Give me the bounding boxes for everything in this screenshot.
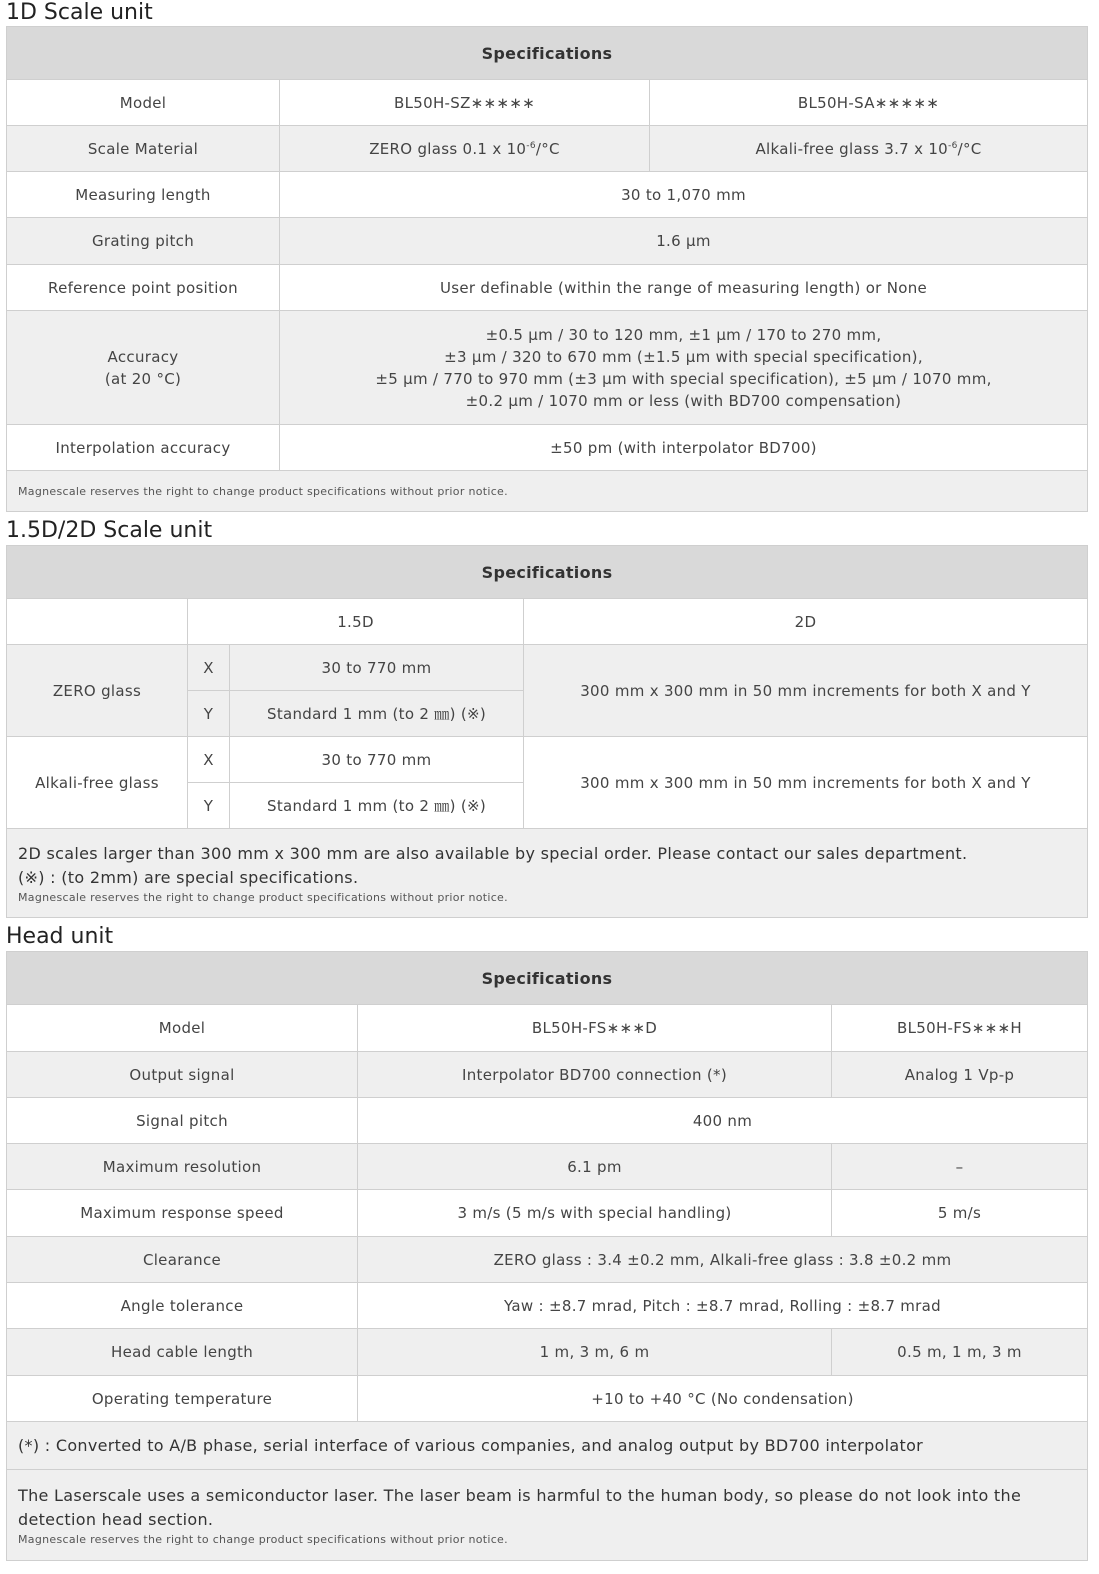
cable-h-value: 0.5 m, 1 m, 3 m [832, 1329, 1088, 1376]
corner-cell [7, 599, 188, 645]
table-row [7, 1283, 1088, 1329]
model-sz-value: BL50H-SZ∗∗∗∗∗ [280, 80, 650, 126]
cable-d-value: 1 m, 3 m, 6 m [358, 1329, 832, 1376]
row-label-max-response-speed: Maximum response speed [7, 1190, 358, 1237]
alkali-glass-2d-value: 300 mm x 300 mm in 50 mm increments for both X and Y [524, 737, 1088, 829]
signal-pitch-value: 400 nm [358, 1098, 1088, 1144]
row-label-model: Model [7, 1005, 358, 1052]
specifications-header: Specifications [7, 546, 1088, 599]
table-row [7, 1237, 1088, 1283]
material-sz-value: ZERO glass 0.1 x $10^{-6}/^\circ C$ [280, 126, 650, 172]
row-label-zero-glass: ZERO glass [7, 645, 188, 737]
table-row [7, 1052, 1088, 1098]
footnote-row [7, 1422, 1088, 1470]
section-title-2d: 1.5D/2D Scale unit [6, 518, 213, 543]
resolution-h-value: – [832, 1144, 1088, 1190]
column-header-1-5d: 1.5D [188, 599, 524, 645]
spec-table-head [6, 951, 1088, 1561]
angle-tolerance-value: Yaw : ±8.7 mrad, Pitch : ±8.7 mrad, Rolling : ±8.7 mrad [358, 1283, 1088, 1329]
special-order-note: 2D scales larger than 300 mm x 300 mm are also available by special order. Please contact our sales department. [18, 843, 968, 863]
row-label-angle-tolerance: Angle tolerance [7, 1283, 358, 1329]
zero-glass-2d-value: 300 mm x 300 mm in 50 mm increments for both X and Y [524, 645, 1088, 737]
accuracy-value: ±0.5 µm / 30 to 120 mm, ±1 µm / 170 to 270 mm, ±3 µm / 320 to 670 mm (±1.5 µm with special specification), ±5 µm / 770 to 970 mm (±3 µm with special specification), ±5 µm / 1070 mm, ±0.2 µm / 1070 mm or less (with BD700 compensation) [280, 311, 1088, 425]
measuring-length-value: 30 to 1,070 mm [280, 172, 1088, 218]
table-row [7, 1329, 1088, 1376]
specifications-header: Specifications [7, 27, 1088, 80]
table-row [7, 126, 1088, 172]
zero-glass-x-value: 30 to 770 mm [230, 645, 524, 691]
row-label-head-cable-length: Head cable length [7, 1329, 358, 1376]
resolution-d-value: 6.1 pm [358, 1144, 832, 1190]
speed-h-value: 5 m/s [832, 1190, 1088, 1237]
row-label-accuracy: Accuracy (at 20 °C) [7, 311, 280, 425]
section-title-1d: 1D Scale unit [6, 0, 153, 25]
material-sa-value: Alkali-free glass 3.7 x $10^{-6}/^\circ C$ [650, 126, 1088, 172]
bd700-footnote: (*) : Converted to A/B phase, serial interface of various companies, and analog output by BD700 interpolator [18, 1435, 924, 1455]
spec-change-notice: Magnescale reserves the right to change product specifications without prior notice. [18, 484, 508, 498]
row-label-scale-material: Scale Material [7, 126, 280, 172]
table-row [7, 1005, 1088, 1052]
row-label-output-signal: Output signal [7, 1052, 358, 1098]
table-row [7, 425, 1088, 471]
table-row [7, 599, 1088, 645]
laser-warning-note: The Laserscale uses a semiconductor laser. The laser beam is harmful to the human body, so please do not look into the detection head section. [18, 1485, 1022, 1529]
table-row [7, 1190, 1088, 1237]
table-row [7, 645, 1088, 691]
model-sa-value: BL50H-SA∗∗∗∗∗ [650, 80, 1088, 126]
table-row [7, 218, 1088, 265]
spec-table-2d [6, 545, 1088, 918]
specifications-header: Specifications [7, 952, 1088, 1005]
row-label-reference-point: Reference point position [7, 265, 280, 311]
section-title-head: Head unit [6, 924, 114, 949]
spec-change-notice: Magnescale reserves the right to change product specifications without prior notice. [18, 890, 508, 904]
operating-temperature-value: +10 to +40 °C (No condensation) [358, 1376, 1088, 1422]
table-row [7, 265, 1088, 311]
row-label-interpolation-accuracy: Interpolation accuracy [7, 425, 280, 471]
laser-notes-row [7, 1470, 1088, 1561]
model-h-value: BL50H-FS∗∗∗H [832, 1005, 1088, 1052]
axis-x-label: X [188, 737, 230, 783]
model-d-value: BL50H-FS∗∗∗D [358, 1005, 832, 1052]
notice-row [7, 471, 1088, 512]
output-h-value: Analog 1 Vp-p [832, 1052, 1088, 1098]
column-header-2d: 2D [524, 599, 1088, 645]
alkali-glass-x-value: 30 to 770 mm [230, 737, 524, 783]
axis-y-label: Y [188, 783, 230, 829]
spec-change-notice: Magnescale reserves the right to change product specifications without prior notice. [18, 1532, 508, 1546]
speed-d-value: 3 m/s (5 m/s with special handling) [358, 1190, 832, 1237]
table-row [7, 1098, 1088, 1144]
row-label-clearance: Clearance [7, 1237, 358, 1283]
table-row [7, 1144, 1088, 1190]
table-row [7, 737, 1088, 783]
zero-glass-y-value: Standard 1 mm (to 2 ㎜) (※) [230, 691, 524, 737]
row-label-model: Model [7, 80, 280, 126]
reference-point-value: User definable (within the range of measuring length) or None [280, 265, 1088, 311]
axis-y-label: Y [188, 691, 230, 737]
interpolation-accuracy-value: ±50 pm (with interpolator BD700) [280, 425, 1088, 471]
row-label-alkali-free-glass: Alkali-free glass [7, 737, 188, 829]
row-label-max-resolution: Maximum resolution [7, 1144, 358, 1190]
row-label-signal-pitch: Signal pitch [7, 1098, 358, 1144]
row-label-grating-pitch: Grating pitch [7, 218, 280, 265]
table-row [7, 80, 1088, 126]
table-row [7, 172, 1088, 218]
output-d-value: Interpolator BD700 connection (*) [358, 1052, 832, 1098]
alkali-glass-y-value: Standard 1 mm (to 2 ㎜) (※) [230, 783, 524, 829]
notes-row [7, 829, 1088, 918]
clearance-value: ZERO glass : 3.4 ±0.2 mm, Alkali-free glass : 3.8 ±0.2 mm [358, 1237, 1088, 1283]
table-row [7, 311, 1088, 425]
special-spec-note: (※) : (to 2mm) are special specifications. [18, 867, 359, 887]
table-row [7, 1376, 1088, 1422]
row-label-measuring-length: Measuring length [7, 172, 280, 218]
row-label-operating-temperature: Operating temperature [7, 1376, 358, 1422]
axis-x-label: X [188, 645, 230, 691]
spec-table-1d [6, 26, 1088, 512]
grating-pitch-value: 1.6 µm [280, 218, 1088, 265]
